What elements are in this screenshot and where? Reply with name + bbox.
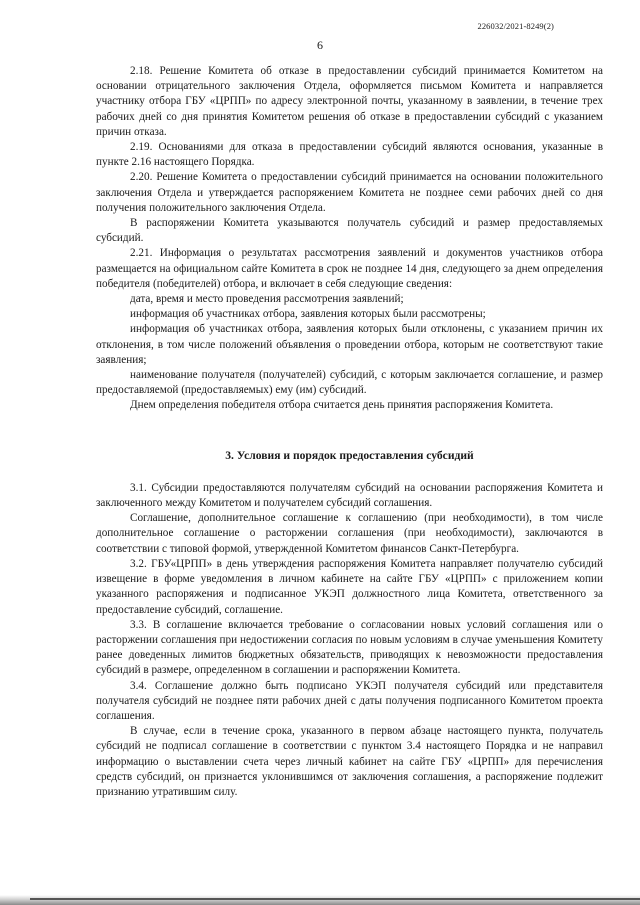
- list-item-date: дата, время и место проведения рассмотрения заявлений;: [130, 293, 404, 306]
- paragraph-winner-day: Днем определения победителя отбора считается день принятия распоряжения Комитета.: [130, 399, 554, 412]
- paragraph-2-18: 2.18. Решение Комитета об отказе в предоставлении субсидий принимается Комитетом на основании отрицательного заключения Отдела, оформляется письмом Комитета и направляется участнику отбора ГБУ «ЦРПП» по адресу электронной почты, указанному в заявлении, в течение трех рабочих дней со дня принятия Комитетом решения об отказе в предоставлении субсидий с указанием причин отказа.: [96, 65, 603, 138]
- document-code: 226032/2021-8249(2): [477, 21, 554, 31]
- list-item-reviewed: информация об участниках отбора, заявления которых были рассмотрены;: [130, 308, 486, 321]
- paragraph-3-3: 3.3. В соглашение включается требование о согласовании новых условий соглашения или о расторжении соглашения при недостижении согласия по новым условиям в случае уменьшения Комитету ранее доведенных лимитов бюджетных обязательств, приводящих к невозможности предоставления субсидий в размере, определенном в соглашении и распоряжении Комитета.: [96, 618, 603, 677]
- paragraph-3-4: 3.4. Соглашение должно быть подписано УКЭП получателя субсидий или представителя получателя субсидий не позднее пяти рабочих дней с даты получения подписанного Комитетом проекта соглашения.: [96, 679, 603, 722]
- paragraph-agreement: Соглашение, дополнительное соглашение к соглашению (при необходимости), в том числе дополнительное соглашение о расторжении соглашения (при необходимости), заключаются в соответствии с типовой формой, утвержденной Комитетом финансов Санкт-Петербурга.: [96, 512, 603, 555]
- paragraph-3-1: 3.1. Субсидии предоставляются получателям субсидий на основании распоряжения Комитета и заключенного между Комитетом и получателем субсидий соглашения.: [96, 481, 603, 510]
- paragraph-2-19: 2.19. Основаниями для отказа в предоставлении субсидий являются основания, указанные в пункте 2.16 настоящего Порядка.: [96, 141, 603, 169]
- list-item-rejected: информация об участниках отбора, заявления которых были отклонены, с указанием причин их отклонения, в том числе положений объявления о проведении отбора, которым не соответствуют такие заявления;: [96, 323, 603, 366]
- paragraph-2-21: 2.21. Информация о результатах рассмотрения заявлений и документов участников отбора размещается на официальном сайте Комитета в срок не позднее 14 дня, следующего за днем определения победителя (победителей) отбора, и включает в себя следующие сведения:: [96, 247, 603, 290]
- scan-edge-shadow: [0, 895, 640, 905]
- page-number: 6: [317, 38, 323, 52]
- paragraph-evasion: В случае, если в течение срока, указанного в первом абзаце настоящего пункта, получатель субсидий не подписал соглашение в соответствии с пунктом 3.4 настоящего Порядка и не направил информацию о выставлении счета через личный кабинет на сайте ГБУ «ЦРПП» для перечисления средств субсидий, он признается уклонившимся от заключения соглашения, а распоряжение подлежит признанию утратившим силу.: [96, 725, 603, 798]
- document-body: [96, 64, 603, 800]
- list-item-recipient: наименование получателя (получателей) субсидий, с которым заключается соглашение, и размер предоставляемой (предоставляемых) ему (им) субсидий.: [96, 369, 603, 397]
- paragraph-3-2: 3.2. ГБУ«ЦРПП» в день утверждения распоряжения Комитета направляет получателю субсидий извещение в форме уведомления в личном кабинете на сайте ГБУ «ЦРПП» с приложением копии указанного распоряжения и подписанное УКЭП должностного лица Комитета, ответственного за предоставление субсидий, соглашение.: [96, 557, 603, 616]
- paragraph-2-20: 2.20. Решение Комитета о предоставлении субсидий принимается на основании положительного заключения Отдела и утверждается распоряжением Комитета не позднее семи рабочих дней со дня получения положительного заключения Отдела.: [96, 171, 603, 214]
- section-heading: 3. Условия и порядок предоставления субсидий: [225, 448, 474, 462]
- paragraph-2-20-order: В распоряжении Комитета указываются получатель субсидий и размер предоставляемых субсидий.: [96, 217, 603, 245]
